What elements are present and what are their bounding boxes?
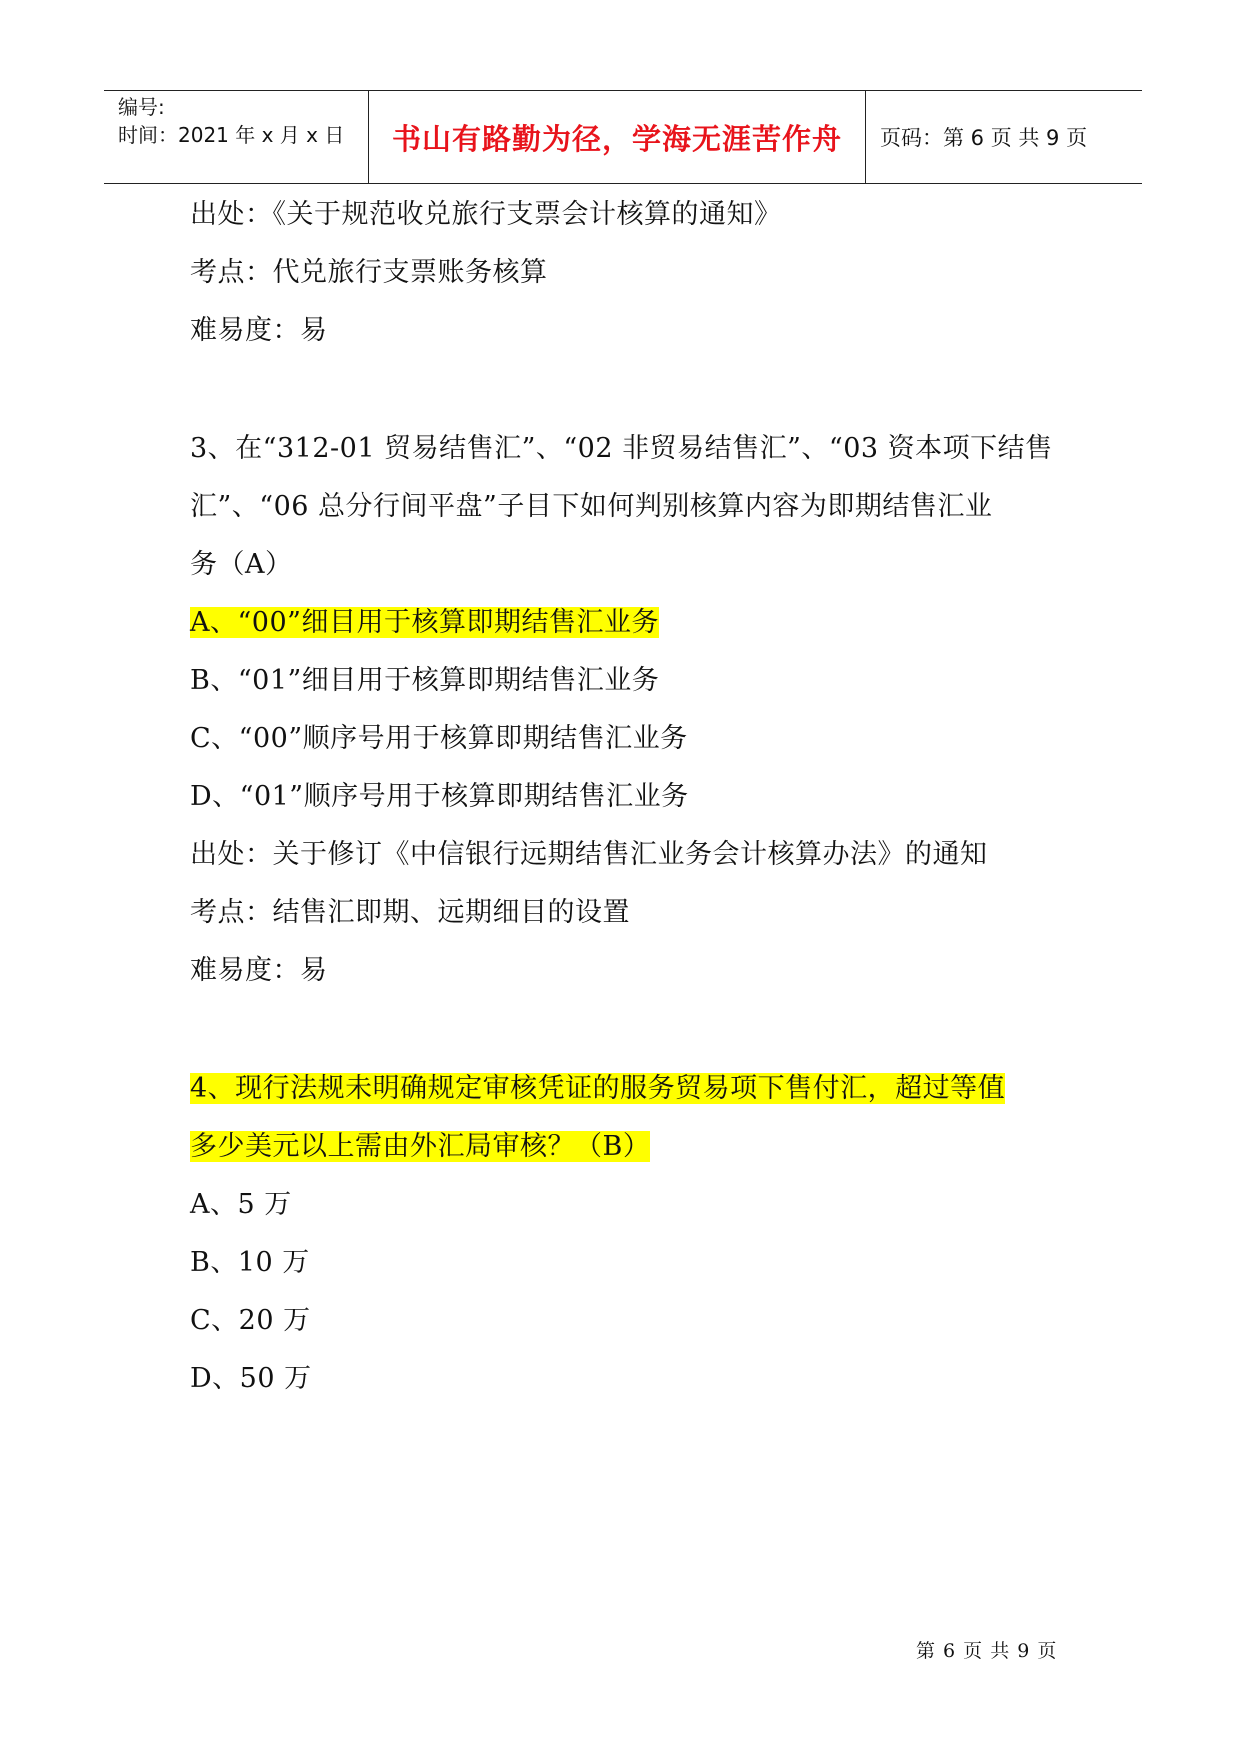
answer-option: A、5 万 [190,1189,292,1220]
answer-option: D、50 万 [190,1363,312,1394]
answer-option: B、10 万 [190,1247,310,1278]
text-line: 出处：关于修订《中信银行远期结售汇业务会计核算办法》的通知 [190,839,988,870]
answer-option: C、“00”顺序号用于核算即期结售汇业务 [190,723,688,754]
header-page-number: 页码：第 6 页 共 9 页 [880,126,1088,150]
question-line: 务（A） [190,549,293,580]
text-line: 难易度：易 [190,955,328,986]
question-line-highlighted: 多少美元以上需由外汇局审核？（B） [190,1131,651,1162]
answer-option: B、“01”细目用于核算即期结售汇业务 [190,665,660,696]
text-line: 难易度：易 [190,315,328,346]
answer-option: D、“01”顺序号用于核算即期结售汇业务 [190,781,689,812]
question-line-highlighted: 4、现行法规未明确规定审核凭证的服务贸易项下售付汇，超过等值 [190,1073,1006,1104]
text-line: 出处：《关于规范收兑旅行支票会计核算的通知》 [190,199,782,230]
answer-option-highlighted: A、“00”细目用于核算即期结售汇业务 [190,607,659,638]
page-header [104,90,1142,184]
text-line: 考点：代兑旅行支票账务核算 [190,257,548,288]
document-number-label: 编号: [118,95,165,119]
answer-option: C、20 万 [190,1305,311,1336]
header-meta-cell [104,91,368,185]
question-line: 3、在“312-01 贸易结售汇”、“02 非贸易结售汇”、“03 资本项下结售 [190,433,1053,464]
header-motto: 书山有路勤为径，学海无涯苦作舟 [368,91,866,183]
document-time-label: 时间：2021 年 x 月 x 日 [118,123,345,147]
page-footer: 第 6 页 共 9 页 [916,1640,1058,1662]
question-line: 汇”、“06 总分行间平盘”子目下如何判别核算内容为即期结售汇业 [190,491,993,522]
text-line: 考点：结售汇即期、远期细目的设置 [190,897,630,928]
